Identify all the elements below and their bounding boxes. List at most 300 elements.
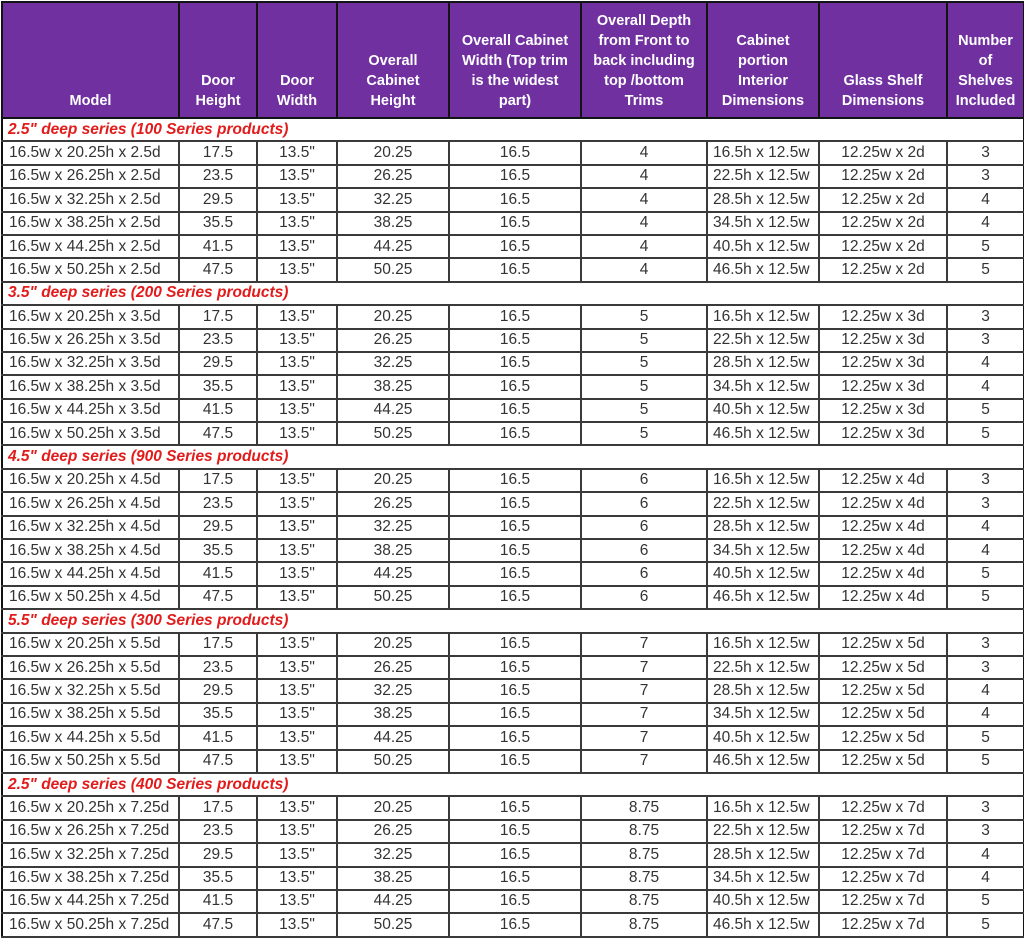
cell-number-of-shelves: 3 [947,305,1024,328]
table-row [2,820,1024,843]
cell-model: 16.5w x 20.25h x 7.25d [2,796,179,819]
spec-table-header [2,2,1024,118]
cell-glass-shelf-dimensions: 12.25w x 4d [819,562,947,585]
cell-glass-shelf-dimensions: 12.25w x 2d [819,258,947,281]
cell-number-of-shelves: 5 [947,399,1024,422]
cell-glass-shelf-dimensions: 12.25w x 2d [819,141,947,164]
cell-overall-cabinet-width: 16.5 [449,305,581,328]
cell-door-width: 13.5" [257,399,337,422]
cell-door-width: 13.5" [257,422,337,445]
cell-overall-cabinet-height: 20.25 [337,141,449,164]
cell-cabinet-interior-dimensions: 46.5h x 12.5w [707,422,819,445]
cell-model: 16.5w x 26.25h x 7.25d [2,820,179,843]
cell-overall-depth: 5 [581,352,707,375]
cell-door-height: 23.5 [179,656,257,679]
cell-overall-cabinet-height: 26.25 [337,165,449,188]
cell-model: 16.5w x 26.25h x 3.5d [2,329,179,352]
cell-model: 16.5w x 38.25h x 2.5d [2,212,179,235]
section-header-label: 5.5" deep series (300 Series products) [2,609,1024,632]
cell-overall-cabinet-height: 20.25 [337,796,449,819]
cell-model: 16.5w x 38.25h x 3.5d [2,375,179,398]
cell-door-width: 13.5" [257,586,337,609]
cell-number-of-shelves: 3 [947,492,1024,515]
cell-model: 16.5w x 38.25h x 5.5d [2,703,179,726]
cell-overall-cabinet-width: 16.5 [449,375,581,398]
cell-glass-shelf-dimensions: 12.25w x 7d [819,843,947,866]
cell-door-width: 13.5" [257,165,337,188]
cell-number-of-shelves: 4 [947,516,1024,539]
cell-door-width: 13.5" [257,750,337,773]
cell-cabinet-interior-dimensions: 46.5h x 12.5w [707,258,819,281]
cell-model: 16.5w x 50.25h x 3.5d [2,422,179,445]
cell-overall-depth: 8.75 [581,820,707,843]
cell-door-width: 13.5" [257,329,337,352]
table-row [2,586,1024,609]
cell-overall-cabinet-height: 26.25 [337,656,449,679]
cell-number-of-shelves: 3 [947,329,1024,352]
cell-glass-shelf-dimensions: 12.25w x 3d [819,352,947,375]
table-row [2,750,1024,773]
cell-overall-depth: 4 [581,258,707,281]
cell-glass-shelf-dimensions: 12.25w x 4d [819,492,947,515]
table-row [2,258,1024,281]
section-header-label: 4.5" deep series (900 Series products) [2,445,1024,468]
cell-door-height: 23.5 [179,165,257,188]
cell-model: 16.5w x 20.25h x 3.5d [2,305,179,328]
cell-cabinet-interior-dimensions: 34.5h x 12.5w [707,212,819,235]
cell-overall-depth: 8.75 [581,867,707,890]
cell-door-width: 13.5" [257,820,337,843]
cell-number-of-shelves: 5 [947,890,1024,913]
cell-model: 16.5w x 20.25h x 4.5d [2,469,179,492]
cell-door-width: 13.5" [257,352,337,375]
header-row [2,2,1024,118]
spec-table-body [2,118,1024,937]
cell-overall-depth: 8.75 [581,890,707,913]
cell-number-of-shelves: 3 [947,796,1024,819]
table-row [2,843,1024,866]
cell-number-of-shelves: 4 [947,843,1024,866]
cell-door-height: 35.5 [179,375,257,398]
cell-glass-shelf-dimensions: 12.25w x 4d [819,586,947,609]
section-header-label: 2.5" deep series (400 Series products) [2,773,1024,796]
cell-number-of-shelves: 3 [947,141,1024,164]
cell-model: 16.5w x 50.25h x 7.25d [2,913,179,936]
cell-cabinet-interior-dimensions: 16.5h x 12.5w [707,633,819,656]
cell-model: 16.5w x 50.25h x 5.5d [2,750,179,773]
cell-door-height: 41.5 [179,562,257,585]
cell-glass-shelf-dimensions: 12.25w x 7d [819,890,947,913]
cell-model: 16.5w x 32.25h x 4.5d [2,516,179,539]
section-header-label: 2.5" deep series (100 Series products) [2,118,1024,141]
cell-door-height: 47.5 [179,422,257,445]
table-row [2,679,1024,702]
cell-cabinet-interior-dimensions: 40.5h x 12.5w [707,726,819,749]
cell-door-height: 35.5 [179,212,257,235]
cell-overall-depth: 6 [581,539,707,562]
cell-overall-depth: 4 [581,165,707,188]
cell-number-of-shelves: 5 [947,913,1024,936]
cell-overall-depth: 4 [581,188,707,211]
cell-overall-cabinet-width: 16.5 [449,352,581,375]
cell-overall-cabinet-width: 16.5 [449,656,581,679]
cell-door-height: 29.5 [179,679,257,702]
cell-overall-cabinet-width: 16.5 [449,516,581,539]
cell-overall-depth: 6 [581,562,707,585]
cell-door-width: 13.5" [257,656,337,679]
cell-overall-cabinet-height: 50.25 [337,258,449,281]
cell-model: 16.5w x 50.25h x 4.5d [2,586,179,609]
cell-model: 16.5w x 44.25h x 4.5d [2,562,179,585]
cell-model: 16.5w x 32.25h x 5.5d [2,679,179,702]
cell-cabinet-interior-dimensions: 28.5h x 12.5w [707,679,819,702]
cell-door-width: 13.5" [257,516,337,539]
cell-overall-cabinet-height: 44.25 [337,726,449,749]
cell-overall-cabinet-width: 16.5 [449,469,581,492]
cell-door-width: 13.5" [257,258,337,281]
table-row [2,913,1024,936]
cell-overall-depth: 7 [581,703,707,726]
cell-number-of-shelves: 5 [947,258,1024,281]
column-header-cabinet-interior-dimensions: Cabinet portion Interior Dimensions [707,2,819,118]
cell-door-height: 23.5 [179,820,257,843]
cell-overall-depth: 8.75 [581,913,707,936]
cell-model: 16.5w x 44.25h x 7.25d [2,890,179,913]
cell-glass-shelf-dimensions: 12.25w x 7d [819,820,947,843]
cell-number-of-shelves: 3 [947,820,1024,843]
table-row [2,165,1024,188]
cell-overall-depth: 4 [581,235,707,258]
cell-cabinet-interior-dimensions: 22.5h x 12.5w [707,329,819,352]
cell-door-height: 17.5 [179,305,257,328]
cell-door-height: 41.5 [179,399,257,422]
cell-door-height: 29.5 [179,188,257,211]
cell-overall-cabinet-width: 16.5 [449,703,581,726]
cell-door-width: 13.5" [257,235,337,258]
cell-overall-cabinet-width: 16.5 [449,890,581,913]
cell-overall-cabinet-width: 16.5 [449,843,581,866]
cell-overall-depth: 5 [581,375,707,398]
cell-door-height: 29.5 [179,352,257,375]
table-row [2,329,1024,352]
table-row [2,399,1024,422]
cell-model: 16.5w x 44.25h x 5.5d [2,726,179,749]
cell-cabinet-interior-dimensions: 22.5h x 12.5w [707,492,819,515]
cell-overall-cabinet-height: 32.25 [337,352,449,375]
cell-door-width: 13.5" [257,843,337,866]
cell-glass-shelf-dimensions: 12.25w x 2d [819,165,947,188]
cell-overall-cabinet-width: 16.5 [449,399,581,422]
cell-door-height: 29.5 [179,516,257,539]
cell-glass-shelf-dimensions: 12.25w x 5d [819,633,947,656]
table-row [2,562,1024,585]
cell-model: 16.5w x 26.25h x 4.5d [2,492,179,515]
cell-cabinet-interior-dimensions: 22.5h x 12.5w [707,656,819,679]
cell-number-of-shelves: 4 [947,867,1024,890]
cell-overall-cabinet-height: 44.25 [337,562,449,585]
cell-cabinet-interior-dimensions: 16.5h x 12.5w [707,796,819,819]
cell-overall-cabinet-width: 16.5 [449,820,581,843]
cell-overall-cabinet-height: 26.25 [337,329,449,352]
table-row [2,188,1024,211]
cell-overall-cabinet-height: 50.25 [337,750,449,773]
cell-overall-cabinet-width: 16.5 [449,492,581,515]
cell-cabinet-interior-dimensions: 16.5h x 12.5w [707,141,819,164]
section-header-row [2,445,1024,468]
cell-glass-shelf-dimensions: 12.25w x 2d [819,188,947,211]
cell-model: 16.5w x 44.25h x 3.5d [2,399,179,422]
cell-cabinet-interior-dimensions: 46.5h x 12.5w [707,750,819,773]
cell-number-of-shelves: 5 [947,422,1024,445]
section-header-row [2,118,1024,141]
cell-overall-depth: 5 [581,329,707,352]
table-row [2,703,1024,726]
table-row [2,212,1024,235]
cell-model: 16.5w x 26.25h x 5.5d [2,656,179,679]
cell-overall-cabinet-height: 26.25 [337,820,449,843]
table-row [2,469,1024,492]
cell-door-height: 47.5 [179,750,257,773]
cell-overall-cabinet-height: 44.25 [337,399,449,422]
cell-overall-cabinet-width: 16.5 [449,867,581,890]
cell-door-width: 13.5" [257,492,337,515]
table-row [2,422,1024,445]
cell-overall-cabinet-height: 44.25 [337,890,449,913]
cell-model: 16.5w x 44.25h x 2.5d [2,235,179,258]
cell-door-width: 13.5" [257,141,337,164]
cell-overall-cabinet-width: 16.5 [449,422,581,445]
cell-door-width: 13.5" [257,305,337,328]
cell-number-of-shelves: 3 [947,469,1024,492]
cell-overall-depth: 8.75 [581,843,707,866]
cell-cabinet-interior-dimensions: 28.5h x 12.5w [707,352,819,375]
cell-model: 16.5w x 38.25h x 4.5d [2,539,179,562]
cell-door-height: 17.5 [179,796,257,819]
cell-overall-cabinet-width: 16.5 [449,796,581,819]
table-row [2,890,1024,913]
cell-cabinet-interior-dimensions: 40.5h x 12.5w [707,562,819,585]
cell-overall-cabinet-height: 32.25 [337,679,449,702]
column-header-door-width: Door Width [257,2,337,118]
cell-glass-shelf-dimensions: 12.25w x 5d [819,750,947,773]
cell-door-height: 41.5 [179,890,257,913]
cell-overall-depth: 8.75 [581,796,707,819]
cell-number-of-shelves: 4 [947,703,1024,726]
cell-model: 16.5w x 32.25h x 2.5d [2,188,179,211]
column-header-model: Model [2,2,179,118]
column-header-overall-cabinet-width: Overall Cabinet Width (Top trim is the widest part) [449,2,581,118]
table-row [2,352,1024,375]
cell-overall-depth: 7 [581,750,707,773]
cell-door-width: 13.5" [257,890,337,913]
table-row [2,726,1024,749]
cell-glass-shelf-dimensions: 12.25w x 5d [819,703,947,726]
cell-glass-shelf-dimensions: 12.25w x 3d [819,305,947,328]
table-row [2,492,1024,515]
cell-glass-shelf-dimensions: 12.25w x 5d [819,726,947,749]
cell-model: 16.5w x 38.25h x 7.25d [2,867,179,890]
cell-overall-cabinet-height: 50.25 [337,422,449,445]
cell-door-width: 13.5" [257,703,337,726]
cell-glass-shelf-dimensions: 12.25w x 2d [819,235,947,258]
column-header-number-of-shelves: Number of Shelves Included [947,2,1024,118]
cell-cabinet-interior-dimensions: 28.5h x 12.5w [707,843,819,866]
cell-overall-depth: 7 [581,679,707,702]
cell-overall-depth: 5 [581,422,707,445]
cell-overall-cabinet-height: 26.25 [337,492,449,515]
cell-overall-cabinet-width: 16.5 [449,726,581,749]
cell-overall-cabinet-width: 16.5 [449,188,581,211]
section-header-label: 3.5" deep series (200 Series products) [2,282,1024,305]
cell-model: 16.5w x 50.25h x 2.5d [2,258,179,281]
cell-overall-cabinet-width: 16.5 [449,633,581,656]
cell-cabinet-interior-dimensions: 22.5h x 12.5w [707,165,819,188]
cell-door-width: 13.5" [257,913,337,936]
cell-door-height: 29.5 [179,843,257,866]
cell-door-height: 17.5 [179,141,257,164]
cell-cabinet-interior-dimensions: 34.5h x 12.5w [707,703,819,726]
cell-overall-cabinet-width: 16.5 [449,329,581,352]
cell-glass-shelf-dimensions: 12.25w x 7d [819,796,947,819]
column-header-overall-cabinet-height: Overall Cabinet Height [337,2,449,118]
cell-number-of-shelves: 5 [947,726,1024,749]
cell-door-width: 13.5" [257,469,337,492]
cell-model: 16.5w x 20.25h x 2.5d [2,141,179,164]
cell-number-of-shelves: 4 [947,212,1024,235]
cell-door-width: 13.5" [257,679,337,702]
cell-cabinet-interior-dimensions: 28.5h x 12.5w [707,516,819,539]
cell-door-height: 47.5 [179,586,257,609]
table-row [2,867,1024,890]
cell-glass-shelf-dimensions: 12.25w x 5d [819,679,947,702]
cell-cabinet-interior-dimensions: 46.5h x 12.5w [707,586,819,609]
cell-number-of-shelves: 5 [947,586,1024,609]
cell-overall-depth: 6 [581,516,707,539]
cell-number-of-shelves: 5 [947,562,1024,585]
cell-glass-shelf-dimensions: 12.25w x 3d [819,399,947,422]
section-header-row [2,773,1024,796]
cell-door-height: 47.5 [179,913,257,936]
cell-number-of-shelves: 3 [947,656,1024,679]
cell-overall-cabinet-height: 38.25 [337,539,449,562]
cell-overall-depth: 4 [581,141,707,164]
cell-overall-cabinet-height: 32.25 [337,843,449,866]
cell-overall-depth: 5 [581,399,707,422]
cell-door-width: 13.5" [257,867,337,890]
table-row [2,141,1024,164]
cell-overall-cabinet-height: 50.25 [337,586,449,609]
cell-door-height: 35.5 [179,703,257,726]
cell-glass-shelf-dimensions: 12.25w x 3d [819,375,947,398]
cell-overall-cabinet-height: 38.25 [337,375,449,398]
cell-cabinet-interior-dimensions: 40.5h x 12.5w [707,235,819,258]
cell-overall-depth: 5 [581,305,707,328]
cell-overall-cabinet-width: 16.5 [449,913,581,936]
cell-overall-cabinet-height: 44.25 [337,235,449,258]
cell-door-height: 47.5 [179,258,257,281]
section-header-row [2,609,1024,632]
cell-glass-shelf-dimensions: 12.25w x 4d [819,469,947,492]
cell-overall-cabinet-width: 16.5 [449,235,581,258]
cell-overall-depth: 6 [581,492,707,515]
table-row [2,375,1024,398]
column-header-overall-depth: Overall Depth from Front to back including top /bottom Trims [581,2,707,118]
cell-glass-shelf-dimensions: 12.25w x 4d [819,539,947,562]
cell-door-width: 13.5" [257,539,337,562]
cell-overall-depth: 4 [581,212,707,235]
cell-cabinet-interior-dimensions: 34.5h x 12.5w [707,539,819,562]
cell-glass-shelf-dimensions: 12.25w x 3d [819,422,947,445]
cell-door-height: 23.5 [179,492,257,515]
cell-overall-cabinet-width: 16.5 [449,750,581,773]
cell-door-height: 23.5 [179,329,257,352]
cell-overall-cabinet-height: 38.25 [337,867,449,890]
cell-cabinet-interior-dimensions: 46.5h x 12.5w [707,913,819,936]
cell-glass-shelf-dimensions: 12.25w x 7d [819,913,947,936]
cell-model: 16.5w x 32.25h x 7.25d [2,843,179,866]
table-row [2,305,1024,328]
cell-door-width: 13.5" [257,562,337,585]
cell-cabinet-interior-dimensions: 16.5h x 12.5w [707,305,819,328]
cell-overall-cabinet-height: 20.25 [337,305,449,328]
cell-overall-depth: 7 [581,726,707,749]
cell-cabinet-interior-dimensions: 40.5h x 12.5w [707,890,819,913]
cell-door-width: 13.5" [257,375,337,398]
cabinet-spec-table [1,1,1024,938]
cell-door-width: 13.5" [257,726,337,749]
cell-glass-shelf-dimensions: 12.25w x 3d [819,329,947,352]
cell-overall-cabinet-width: 16.5 [449,539,581,562]
cell-overall-cabinet-height: 50.25 [337,913,449,936]
cell-door-height: 17.5 [179,633,257,656]
cell-cabinet-interior-dimensions: 28.5h x 12.5w [707,188,819,211]
cell-door-width: 13.5" [257,188,337,211]
cell-overall-cabinet-width: 16.5 [449,165,581,188]
cell-number-of-shelves: 4 [947,375,1024,398]
cell-glass-shelf-dimensions: 12.25w x 7d [819,867,947,890]
table-row [2,516,1024,539]
cell-door-width: 13.5" [257,212,337,235]
cell-number-of-shelves: 4 [947,188,1024,211]
cell-overall-cabinet-height: 38.25 [337,212,449,235]
cell-door-height: 41.5 [179,726,257,749]
column-header-glass-shelf-dimensions: Glass Shelf Dimensions [819,2,947,118]
cell-glass-shelf-dimensions: 12.25w x 2d [819,212,947,235]
cell-overall-depth: 7 [581,633,707,656]
cell-overall-cabinet-width: 16.5 [449,258,581,281]
cell-number-of-shelves: 4 [947,539,1024,562]
cell-door-width: 13.5" [257,796,337,819]
table-row [2,656,1024,679]
cell-overall-cabinet-width: 16.5 [449,562,581,585]
cell-overall-depth: 7 [581,656,707,679]
cell-glass-shelf-dimensions: 12.25w x 4d [819,516,947,539]
cell-number-of-shelves: 5 [947,235,1024,258]
cell-door-height: 35.5 [179,539,257,562]
cell-door-width: 13.5" [257,633,337,656]
cell-number-of-shelves: 5 [947,750,1024,773]
cell-overall-cabinet-height: 38.25 [337,703,449,726]
cell-overall-depth: 6 [581,469,707,492]
table-row [2,235,1024,258]
column-header-door-height: Door Height [179,2,257,118]
cell-cabinet-interior-dimensions: 34.5h x 12.5w [707,867,819,890]
cell-number-of-shelves: 3 [947,633,1024,656]
cell-overall-depth: 6 [581,586,707,609]
cell-cabinet-interior-dimensions: 40.5h x 12.5w [707,399,819,422]
cell-overall-cabinet-height: 32.25 [337,188,449,211]
cell-door-height: 35.5 [179,867,257,890]
